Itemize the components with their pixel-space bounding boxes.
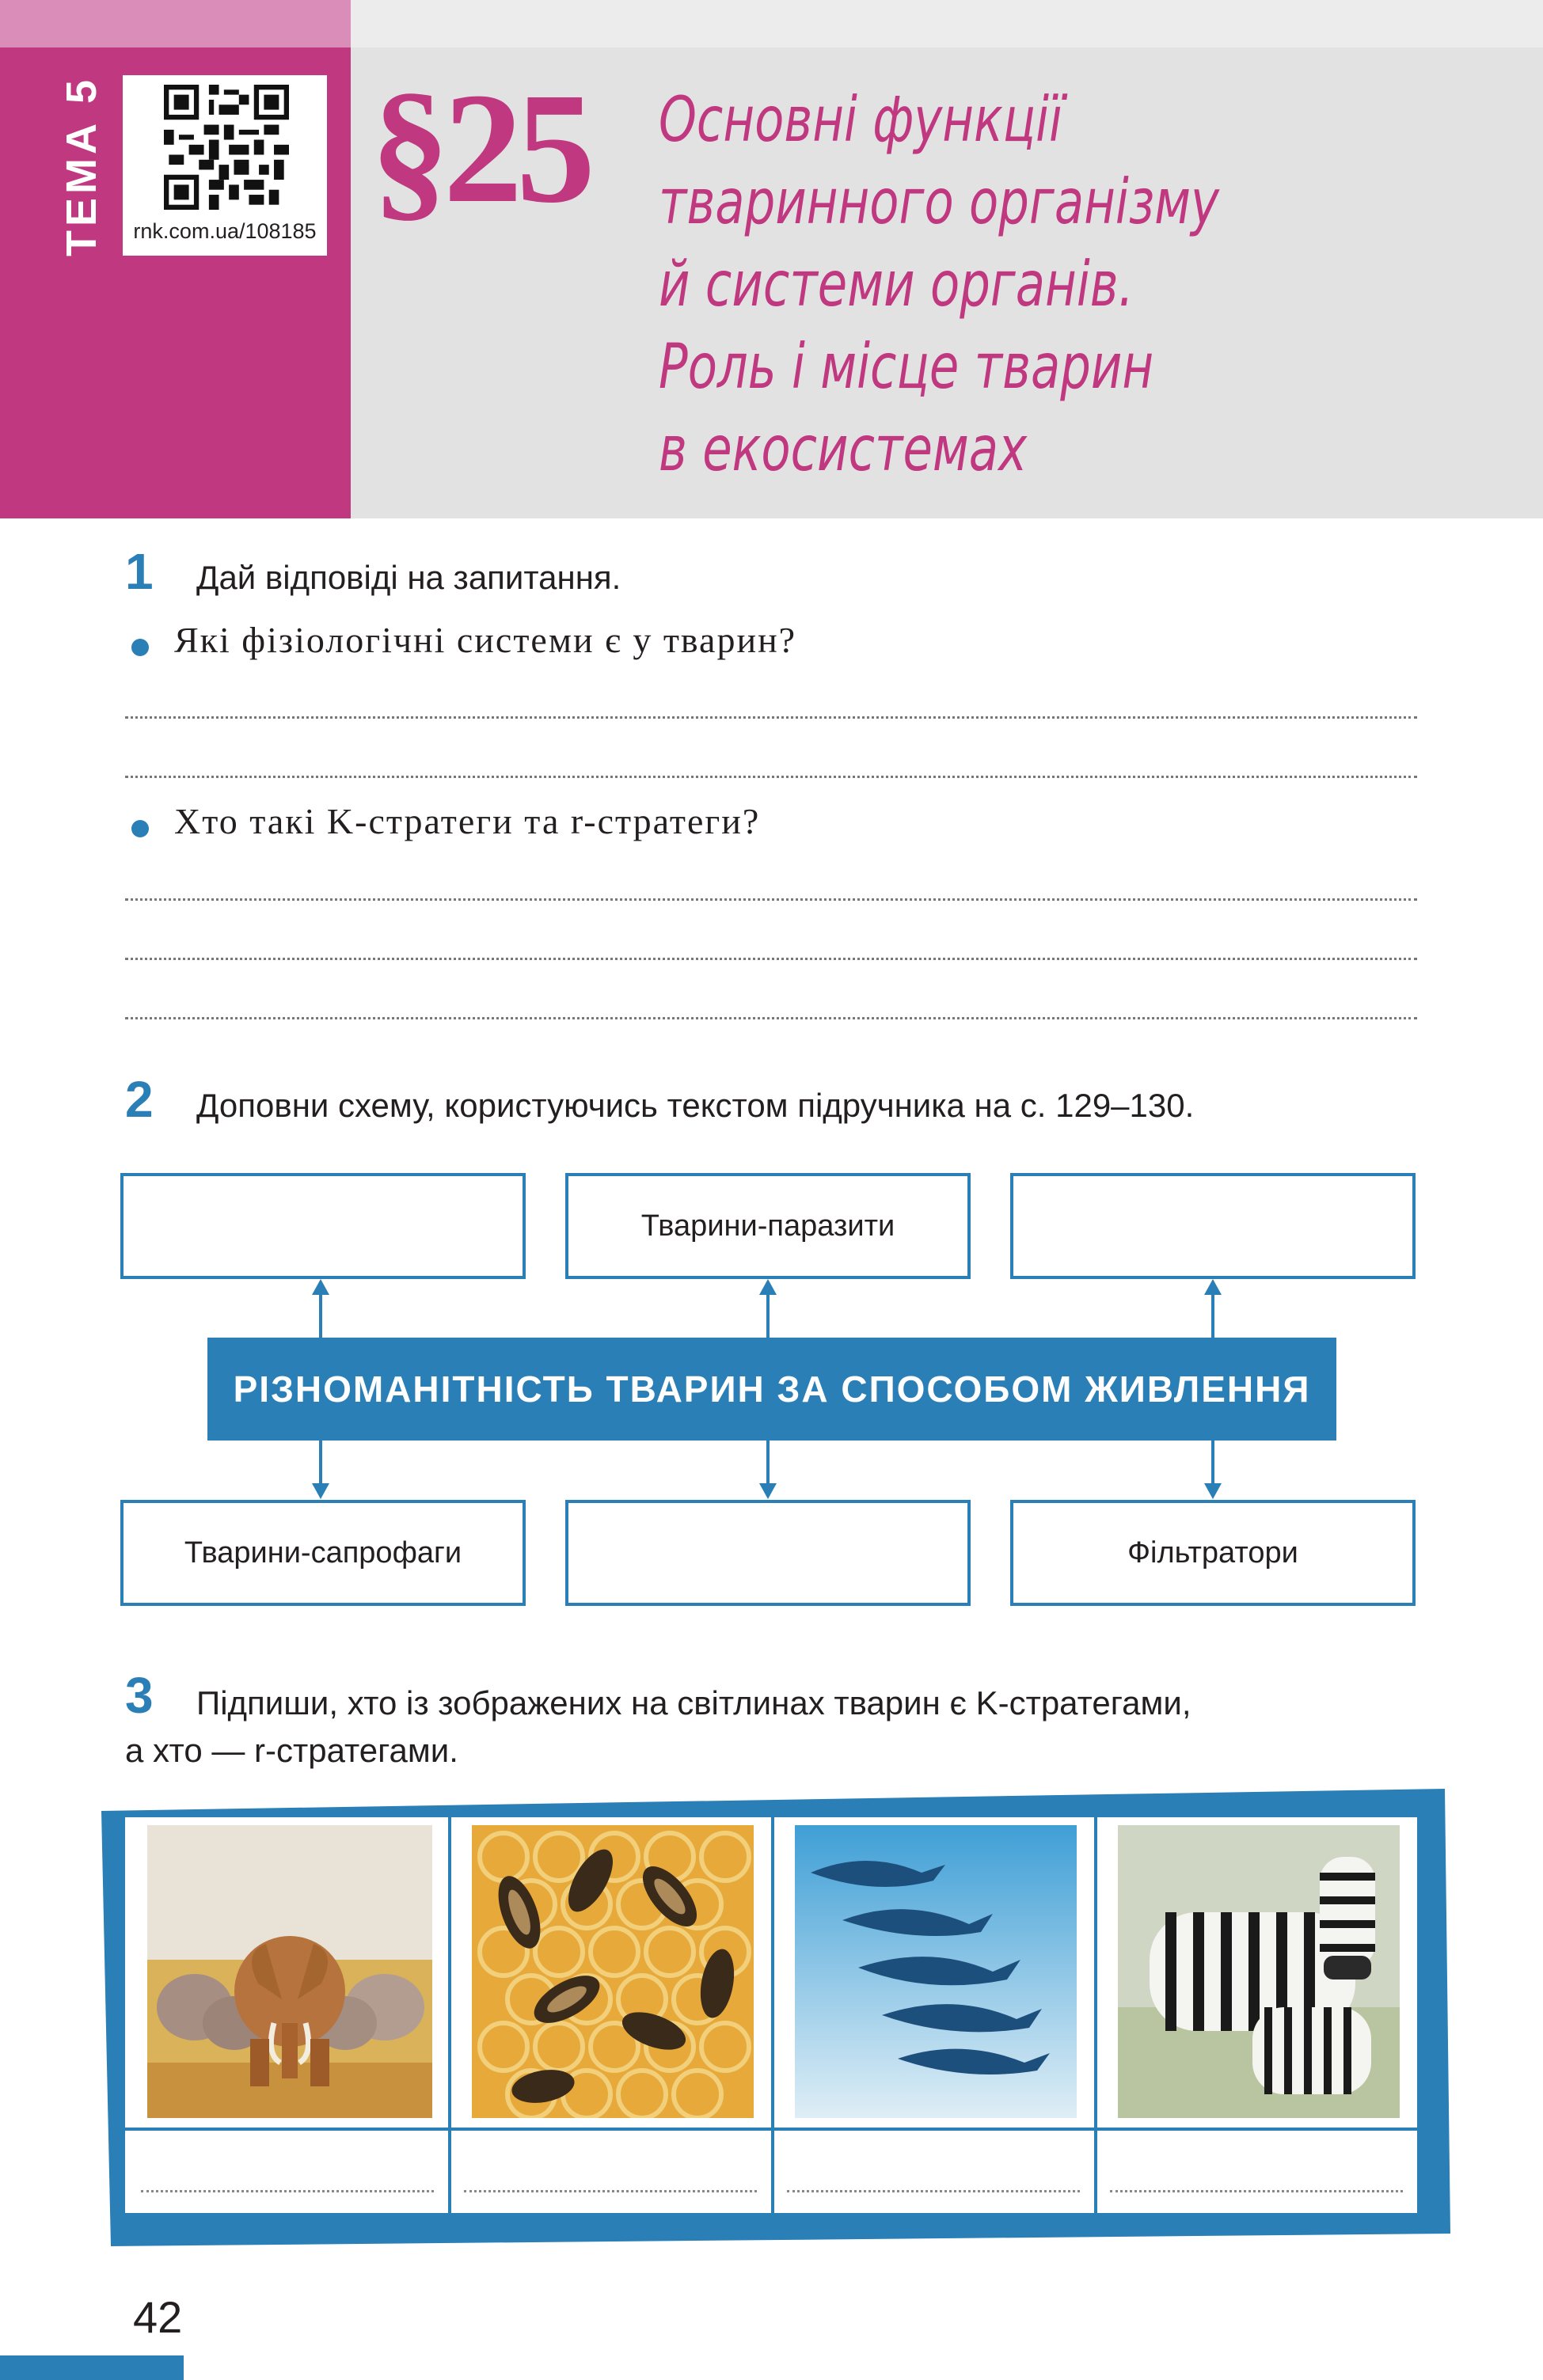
signature-line[interactable]	[141, 2190, 434, 2192]
title-line: тваринного організму	[659, 167, 1220, 238]
task-2-instruction: Доповни схему, користуючись текстом підручника на с. 129–130.	[196, 1087, 1195, 1124]
question-2: Хто такі K-стратеги та r-стратеги?	[174, 801, 761, 841]
zebras-photo	[1118, 1825, 1400, 2118]
task-3-number: 3	[125, 1667, 154, 1724]
qr-link-text[interactable]: rnk.com.ua/108185	[133, 219, 317, 243]
title-line: в екосистемах	[659, 414, 1028, 485]
header-top-strip-gray	[351, 0, 1543, 47]
qr-code-card[interactable]	[123, 75, 327, 256]
arrow-down-icon	[1204, 1483, 1222, 1499]
page-number-bar	[0, 2355, 184, 2380]
title-line: й системи органів.	[659, 249, 1134, 321]
scheme-top-box-1[interactable]	[120, 1173, 526, 1279]
question-1: Які фізіологічні системи є у тварин?	[174, 620, 797, 660]
task-3-instruction-line-1: Підпиши, хто із зображених на світлинах тварин є K-стратегами,	[196, 1684, 1191, 1721]
answer-line[interactable]	[125, 958, 1417, 960]
scheme-bottom-box-1[interactable]: Тварини-сапрофаги	[120, 1500, 526, 1606]
bees-photo	[472, 1825, 754, 2118]
answer-line[interactable]	[125, 1017, 1417, 1019]
answer-line[interactable]	[125, 898, 1417, 901]
page-title	[659, 79, 1325, 491]
scheme-bottom-box-2[interactable]	[565, 1500, 971, 1606]
arrow-down-icon	[759, 1483, 777, 1499]
answer-line[interactable]	[125, 776, 1417, 778]
answer-line[interactable]	[125, 716, 1417, 719]
title-line: Основні функції	[659, 85, 1062, 156]
bullet-icon	[131, 820, 149, 837]
arrow-up-icon	[312, 1279, 329, 1295]
task-2-number: 2	[125, 1071, 154, 1128]
signature-line[interactable]	[787, 2190, 1080, 2192]
task-1-instruction: Дай відповіді на запитання.	[196, 559, 621, 596]
arrow-up-icon	[759, 1279, 777, 1295]
topic-label	[58, 75, 105, 257]
scheme-top-box-3[interactable]	[1010, 1173, 1416, 1279]
dolphins-photo	[795, 1825, 1077, 2118]
header-top-strip-pink	[0, 0, 351, 47]
task-3-instruction-line-2: а хто — r-стратегами.	[125, 1732, 458, 1769]
signature-line[interactable]	[464, 2190, 757, 2192]
page-number: 42	[133, 2292, 183, 2342]
scheme-bottom-box-3[interactable]: Фільтратори	[1010, 1500, 1416, 1606]
paragraph-number: §25	[371, 61, 589, 236]
qr-code-icon	[164, 85, 289, 210]
scheme-center-bar: РІЗНОМАНІТНІСТЬ ТВАРИН ЗА СПОСОБОМ ЖИВЛЕННЯ	[207, 1338, 1336, 1441]
topic-text: ТЕМА 5	[58, 75, 105, 257]
task-1-number: 1	[125, 543, 154, 600]
elephants-photo	[147, 1825, 432, 2118]
signature-line[interactable]	[1110, 2190, 1403, 2192]
arrow-up-icon	[1204, 1279, 1222, 1295]
scheme-top-box-2[interactable]: Тварини-паразити	[565, 1173, 971, 1279]
arrow-down-icon	[312, 1483, 329, 1499]
bullet-icon	[131, 639, 149, 656]
title-line: Роль і місце тварин	[659, 332, 1154, 403]
